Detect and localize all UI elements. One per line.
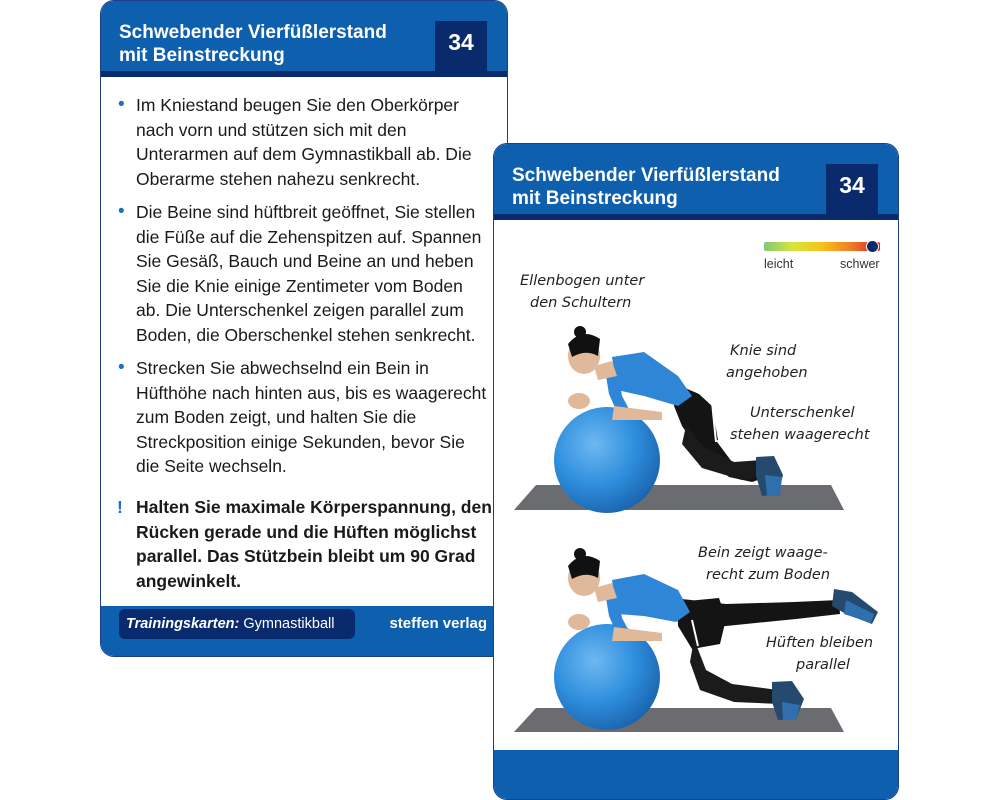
instruction-text: Die Beine sind hüftbreit geöffnet, Sie stellen die Füße auf die Zehenspitzen auf. Spannen Sie Gesäß, Bauch und Beine an und heben Sie die Knie einige Zentimeter vom Boden ab. Die Unterschenkel zeigen parallel zum Boden, die Oberschenkel stehen senkrecht. <box>136 202 482 345</box>
exclamation-icon: ! <box>117 497 123 517</box>
card-title-line-1: Schwebender Vierfüßlerstand <box>119 22 387 43</box>
shirt <box>612 352 692 406</box>
instruction-text: Strecken Sie abwechselnd ein Bein in Hüfthöhe nach hinten aus, bis es waagerecht zum Boden zeigt, und halten Sie die Streckposition einige Sekunden, bevor Sie die Seite wechseln. <box>136 358 487 476</box>
annotation-leg-horizontal <box>698 542 830 586</box>
gymnastic-ball <box>554 407 660 513</box>
annotation-hips <box>766 632 873 676</box>
publisher-name: steffen verlag <box>389 615 487 632</box>
card-header <box>101 1 507 77</box>
card-number-badge <box>435 21 487 77</box>
instruction-item <box>117 200 492 347</box>
card-title-line-2: mit Beinstreckung <box>119 45 285 66</box>
card-footer <box>101 606 507 656</box>
important-note-text: Halten Sie maximale Körperspannung, den Rücken gerade und die Hüften möglichst parallel. Das Stützbein bleibt um 90 Grad angewinkelt. <box>136 497 492 591</box>
annotation-line: stehen waagerecht <box>730 427 870 443</box>
card-number: 34 <box>448 29 474 55</box>
annotation-elbows <box>520 270 644 314</box>
series-badge <box>119 609 355 639</box>
annotation-line: recht zum Boden <box>706 567 831 583</box>
card-number: 34 <box>839 172 865 198</box>
card-title-line-2: mit Beinstreckung <box>512 188 678 209</box>
annotation-line: Bein zeigt waage- <box>698 545 828 561</box>
card-front <box>100 0 508 657</box>
series-name: Trainingskarten: <box>126 616 240 632</box>
shirt <box>612 574 690 622</box>
card-footer <box>494 750 898 799</box>
difficulty-label-hard: schwer <box>840 257 880 271</box>
annotation-line: Hüften bleiben <box>766 635 874 651</box>
bullet-dot-icon: • <box>118 94 125 115</box>
difficulty-label-easy: leicht <box>764 257 794 271</box>
series-topic: Gymnastikball <box>243 616 335 632</box>
annotation-lower-legs <box>730 402 870 446</box>
annotation-line: parallel <box>796 657 850 673</box>
annotation-line: den Schultern <box>530 295 632 311</box>
annotation-line: Ellenbogen unter <box>520 273 645 289</box>
card-title <box>119 21 419 67</box>
instruction-text: Im Kniestand beugen Sie den Oberkörper nach vorn und stützen sich mit den Unterarmen auf dem Gymnastikball ab. Die Oberarme stehen nahezu senkrecht. <box>136 95 472 189</box>
bullet-dot-icon: • <box>118 201 125 222</box>
card-back <box>493 143 899 800</box>
annotation-knees <box>726 340 808 384</box>
forearm <box>612 627 662 641</box>
annotation-line: Knie sind <box>730 343 797 359</box>
instruction-item <box>117 356 492 479</box>
annotation-line: angehoben <box>726 365 808 381</box>
important-note <box>117 495 495 593</box>
forearm <box>612 406 662 420</box>
annotation-line: Unterschenkel <box>750 405 855 421</box>
card-title-line-1: Schwebender Vierfüßlerstand <box>512 165 780 186</box>
instruction-list <box>117 93 492 488</box>
instruction-item <box>117 93 492 191</box>
exercise-illustration <box>494 144 899 800</box>
bullet-dot-icon: • <box>118 357 125 378</box>
